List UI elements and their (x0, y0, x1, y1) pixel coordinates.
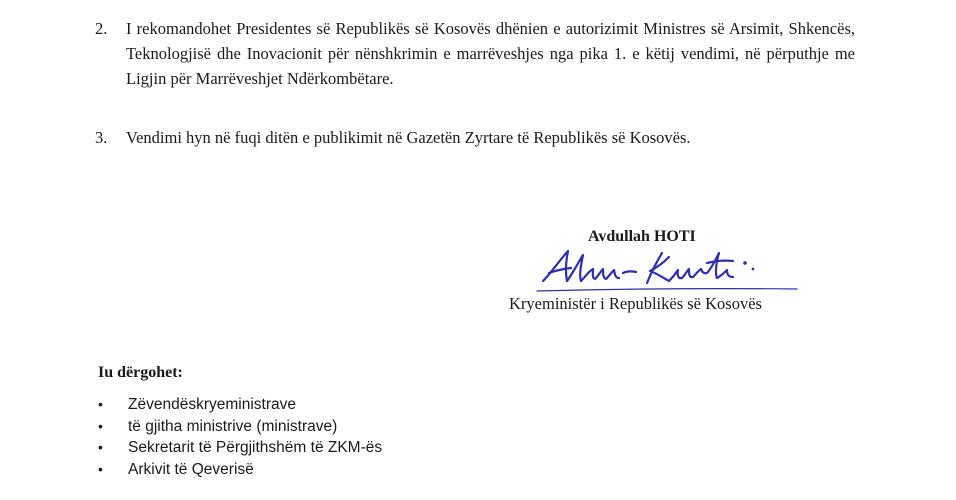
decision-item-2 (95, 16, 855, 91)
bullet: • (98, 396, 103, 412)
recipients-label: Iu dërgohet: (98, 364, 183, 381)
item-text: Vendimi hyn në fuqi ditën e publikimit në Gazetën Zyrtare të Republikës së Kosovës. (126, 128, 691, 147)
recipient-text: të gjitha ministrive (ministrave) (128, 417, 338, 435)
recipients-list (98, 394, 382, 480)
bullet: • (98, 460, 103, 477)
item-text: I rekomandohet Presidentes së Republikës së Kosovës dhënien e autorizimit Ministres së Arsimit, Shkencës, Teknologjisë dhe Inovacionit për nënshkrimin e marrëveshjes nga pika 1. e këtij vendimi, në përputhje me Ligjin për Marrëveshjet Ndërkombëtare. (126, 19, 855, 88)
item-number: 2. (95, 19, 108, 38)
list-item (98, 459, 382, 481)
recipient-text: Sekretarit të Përgjithshëm të ZKM-ës (128, 439, 383, 456)
item-number: 3. (95, 128, 108, 147)
bullet: • (98, 439, 103, 455)
signatory-title: Kryeministër i Republikës së Kosovës (509, 294, 762, 313)
list-item (98, 394, 382, 416)
recipient-text: Zëvendëskryeministrave (128, 396, 296, 413)
list-item (98, 416, 382, 438)
signatory-name: Avdullah HOTI (588, 228, 696, 245)
bullet: • (98, 417, 103, 434)
handwritten-signature (535, 243, 805, 295)
decision-item-3 (95, 125, 855, 150)
recipient-text: Arkivit të Qeverisë (128, 460, 254, 478)
list-item (98, 437, 382, 459)
